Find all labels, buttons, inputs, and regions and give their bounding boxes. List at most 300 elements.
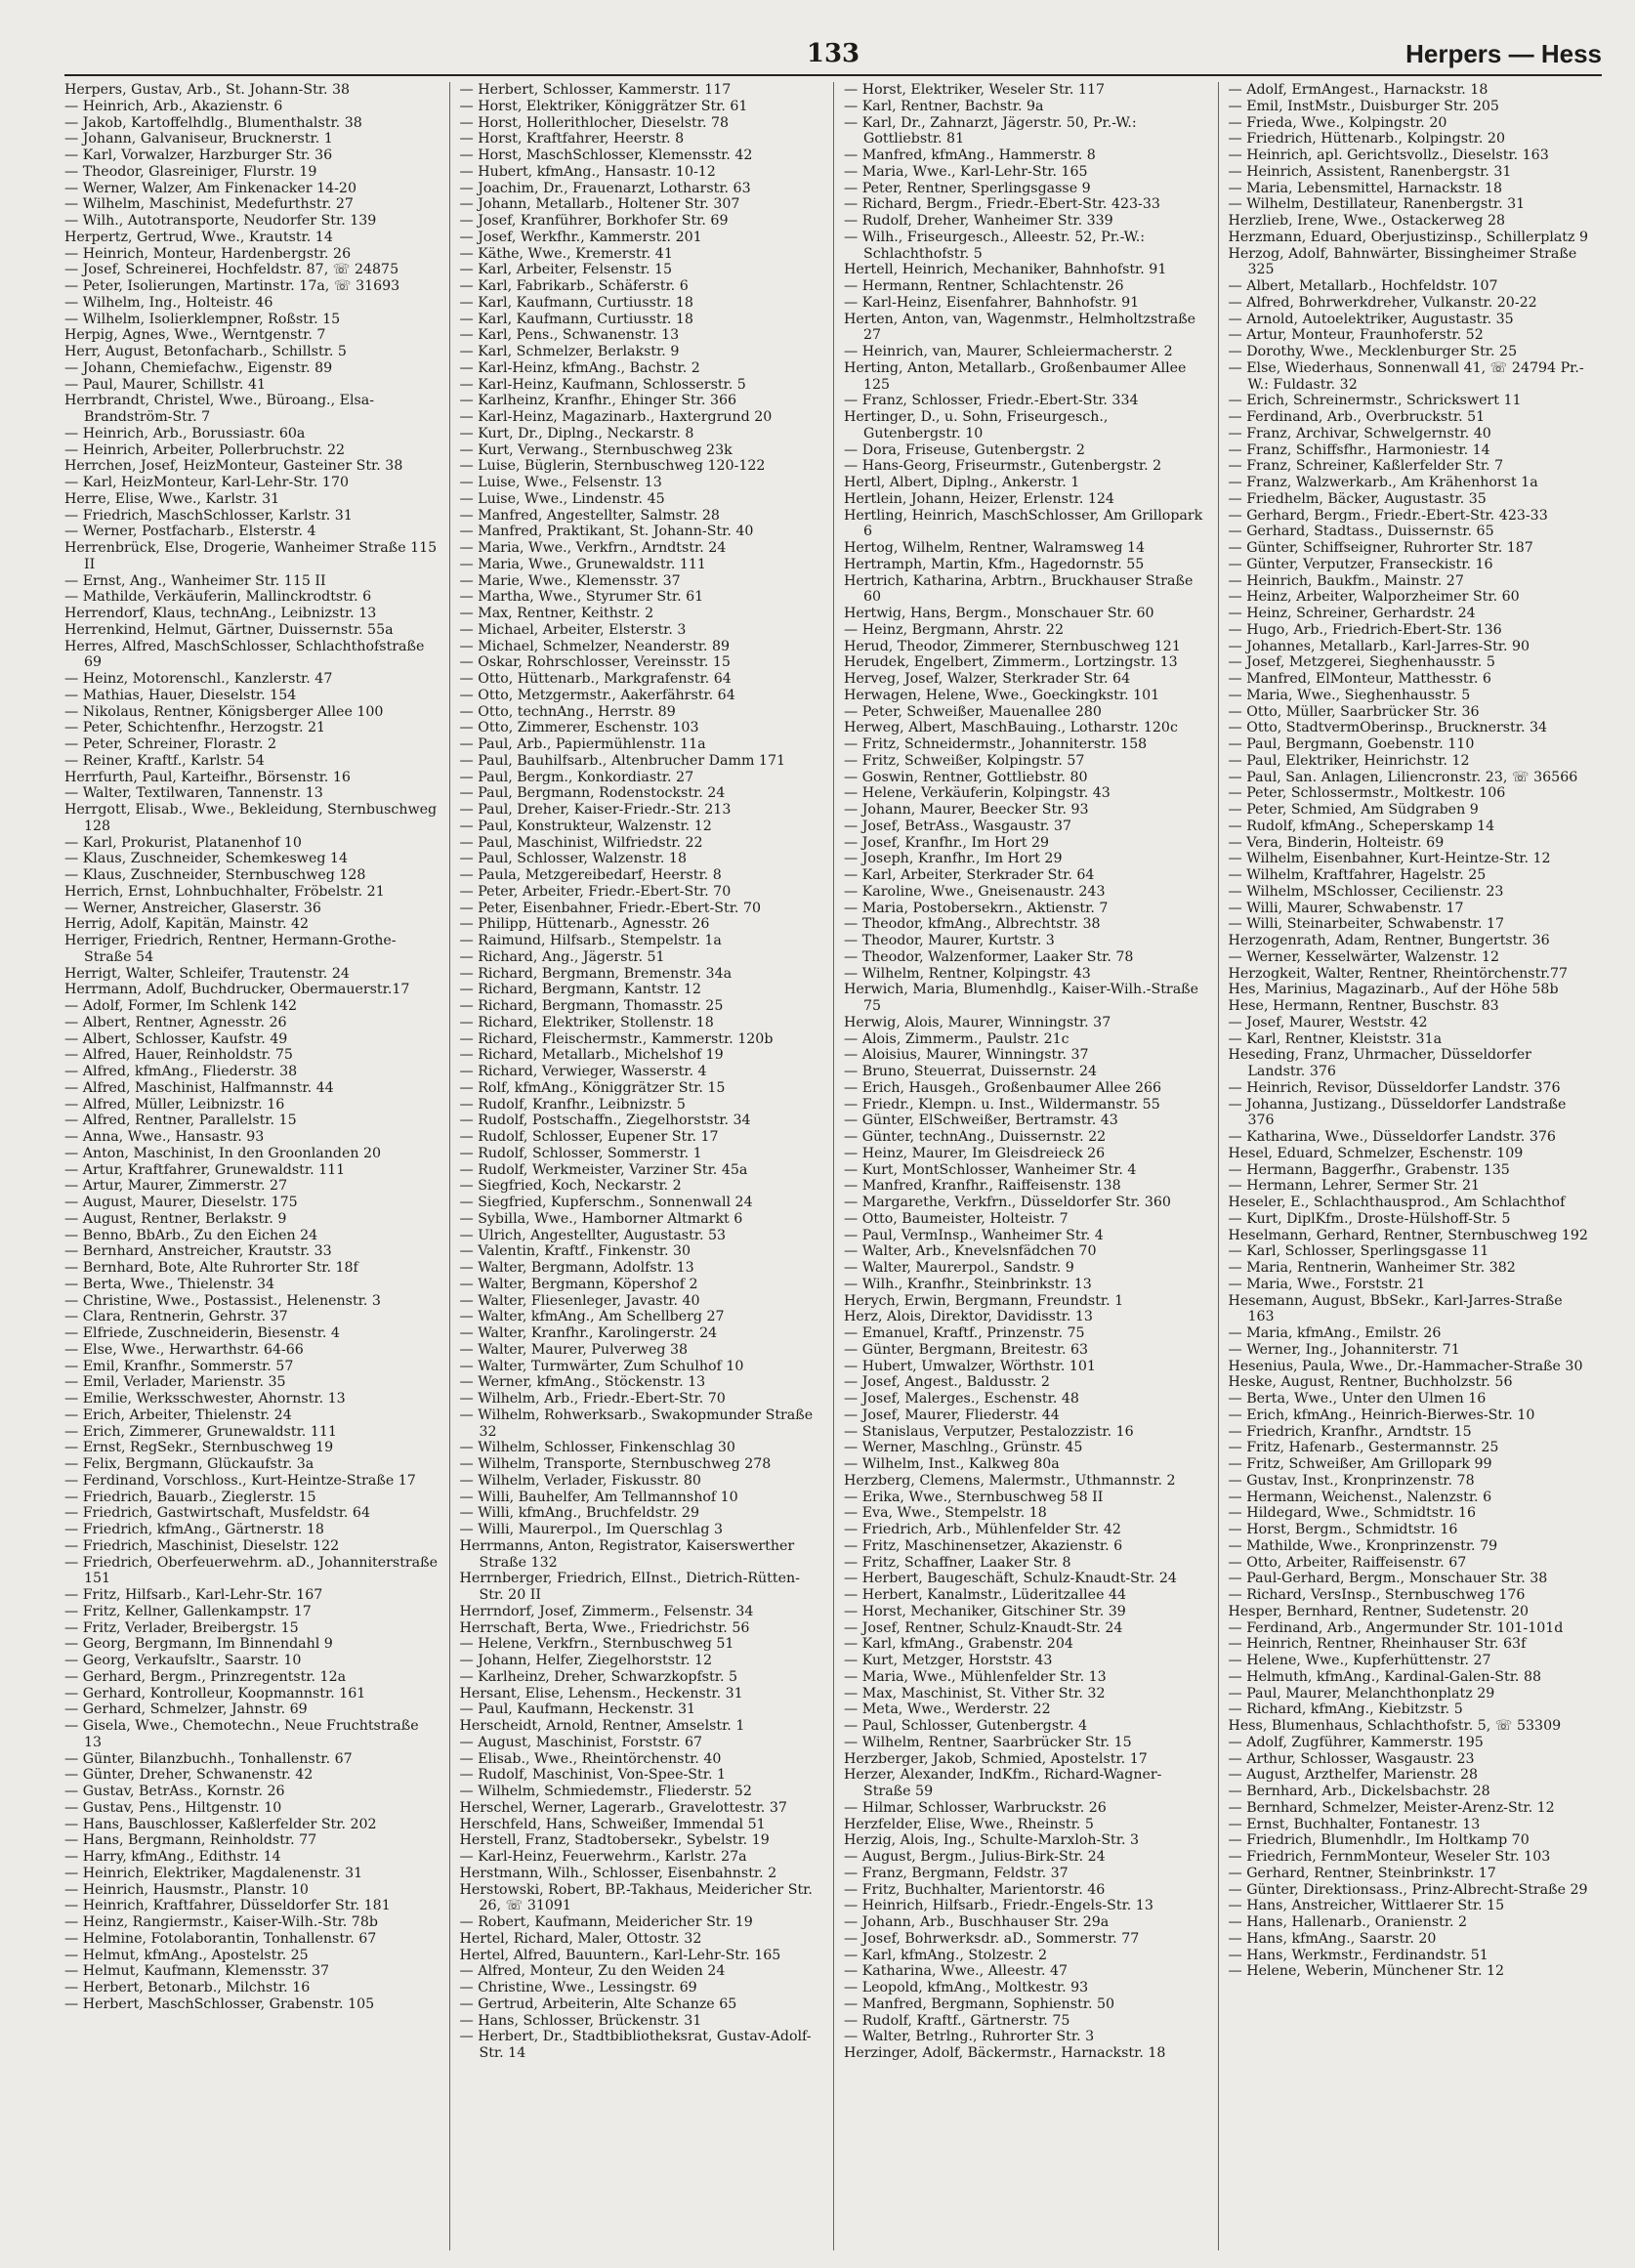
directory-entry: — Adolf, Zugführer, Kammerstr. 195 — [1228, 1734, 1484, 1750]
directory-entry: — Georg, Bergmann, Im Binnendahl 9 — [64, 1636, 333, 1653]
directory-entry: — Franz, Schiffsfhr., Harmoniestr. 14 — [1228, 441, 1490, 458]
directory-entry: — Berta, Wwe., Unter den Ulmen 16 — [1228, 1391, 1487, 1407]
directory-entry: — Otto, Arbeiter, Raiffeisenstr. 67 — [1228, 1554, 1467, 1571]
directory-entry: — Aloisius, Maurer, Winningstr. 37 — [844, 1047, 1089, 1064]
directory-entry: — Paul, VermInsp., Wanheimer Str. 4 — [844, 1227, 1104, 1243]
directory-entry: — Friedrich, Blumenhdlr., Im Holtkamp 70 — [1228, 1832, 1530, 1849]
directory-entry: — Heinz, Bergmann, Ahrstr. 22 — [844, 621, 1064, 638]
directory-entry: — Gerhard, Rentner, Steinbrinkstr. 17 — [1228, 1865, 1496, 1881]
directory-entry: Herzig, Alois, Ing., Schulte-Marxloh-Str. 3 — [844, 1832, 1140, 1849]
directory-entry: — Heinz, Maurer, Im Gleisdreieck 26 — [844, 1145, 1106, 1161]
directory-entry: — Wilhelm, Maschinist, Medefurthstr. 27 — [64, 196, 354, 213]
directory-entry: — Rudolf, Postschaffn., Ziegelhorststr. 34 — [459, 1113, 751, 1129]
directory-entry: — Josef, Metzgerei, Sieghenhausstr. 5 — [1228, 654, 1495, 671]
directory-entry: — Paul, Bergmann, Goebenstr. 110 — [1228, 736, 1475, 752]
directory-entry: — Hermann, Lehrer, Sermer Str. 21 — [1228, 1178, 1481, 1195]
directory-entry: — Max, Maschinist, St. Vither Str. 32 — [844, 1685, 1106, 1701]
directory-entry: — Christine, Wwe., Lessingstr. 69 — [459, 1980, 697, 1995]
directory-entry: — Josef, Kranfhr., Im Hort 29 — [844, 834, 1050, 851]
directory-entry: — Martha, Wwe., Styrumer Str. 61 — [459, 589, 704, 606]
directory-entry: Herwig, Alois, Maurer, Winningstr. 37 — [844, 1014, 1111, 1030]
directory-entry: — Friedrich, Maschinist, Dieselstr. 122 — [64, 1537, 340, 1554]
directory-entry: — Rudolf, Kraftf., Gärtnerstr. 75 — [844, 2012, 1070, 2029]
directory-entry: — Peter, Arbeiter, Friedr.-Ebert-Str. 70 — [459, 883, 732, 900]
directory-entry: — Adolf, ErmAngest., Harnackstr. 18 — [1228, 82, 1488, 98]
directory-entry: — Otto, Müller, Saarbrücker Str. 36 — [1228, 703, 1480, 720]
directory-entry: — Eva, Wwe., Stempelstr. 18 — [844, 1505, 1047, 1522]
directory-entry: — Richard, Bergmann, Bremenstr. 34a — [459, 965, 733, 982]
directory-entry: — Herbert, Kanalmstr., Lüderitzallee 44 — [844, 1587, 1127, 1603]
directory-entry: — Richard, Bergm., Friedr.-Ebert-Str. 423-33 — [844, 196, 1160, 213]
directory-entry: Herud, Theodor, Zimmerer, Sternbuschweg 121 — [844, 638, 1181, 654]
directory-entry: Hertell, Heinrich, Mechaniker, Bahnhofstr. 91 — [844, 262, 1167, 278]
directory-entry: — Walter, Textilwaren, Tannenstr. 13 — [64, 785, 323, 802]
directory-entry: — Heinrich, Revisor, Düsseldorfer Landstr. 376 — [1228, 1079, 1561, 1096]
directory-entry: — Michael, Arbeiter, Elsterstr. 3 — [459, 621, 687, 638]
directory-entry: — Heinrich, apl. Gerichtsvollz., Dieselstr. 163 — [1228, 147, 1549, 163]
directory-entry: Hertl, Albert, Diplng., Ankerstr. 1 — [844, 475, 1080, 490]
directory-entry: Hertramph, Martin, Kfm., Hagedornstr. 55 — [844, 556, 1145, 572]
directory-entry: — Hermann, Rentner, Schlachtenstr. 26 — [844, 278, 1124, 294]
directory-entry: — Robert, Kaufmann, Meidericher Str. 19 — [459, 1914, 753, 1930]
directory-entry: — Maria, Wwe., Karl-Lehr-Str. 165 — [844, 163, 1088, 180]
directory-entry: — Günter, Bilanzbuchh., Tonhallenstr. 67 — [64, 1750, 353, 1767]
directory-entry: Herrich, Ernst, Lohnbuchhalter, Fröbelstr. 21 — [64, 883, 385, 900]
directory-entry: — Johann, Chemiefachw., Eigenstr. 89 — [64, 359, 333, 376]
directory-entry: — Helmut, kfmAng., Apostelstr. 25 — [64, 1947, 309, 1963]
directory-entry: — Georg, Verkaufsltr., Saarstr. 10 — [64, 1653, 302, 1668]
directory-entry: — Hubert, kfmAng., Hansastr. 10-12 — [459, 163, 716, 180]
directory-entry: — Paul, Schlosser, Walzenstr. 18 — [459, 851, 687, 867]
directory-entry: — Ernst, Buchhalter, Fontanestr. 13 — [1228, 1816, 1481, 1832]
directory-entry: — Albert, Metallarb., Hochfeldstr. 107 — [1228, 278, 1498, 294]
directory-entry: Hertel, Alfred, Bauuntern., Karl-Lehr-Str. 165 — [459, 1947, 781, 1963]
directory-entry: — Helene, Verkfrn., Sternbuschweg 51 — [459, 1636, 734, 1653]
directory-entry: — Hans, Anstreicher, Wittlaerer Str. 15 — [1228, 1898, 1505, 1914]
directory-entry: — Alois, Zimmerm., Paulstr. 21c — [844, 1030, 1069, 1047]
column-4 — [1218, 82, 1603, 2250]
directory-entry: Hersant, Elise, Lehensm., Heckenstr. 31 — [459, 1685, 743, 1701]
directory-entry: — Karl, Rentner, Bachstr. 9a — [844, 98, 1044, 114]
directory-entry: — Heinrich, van, Maurer, Schleiermacherstr. 2 — [844, 344, 1173, 359]
directory-entry: — Werner, Anstreicher, Glaserstr. 36 — [64, 900, 321, 916]
directory-entry: Herrenbrück, Else, Drogerie, Wanheimer Straße 115 II — [64, 540, 438, 572]
directory-entry: — Paul, Maschinist, Wilfriedstr. 22 — [459, 834, 703, 851]
directory-entry: — Peter, Schreiner, Florastr. 2 — [64, 736, 277, 752]
directory-entry: — Otto, Baumeister, Holteistr. 7 — [844, 1210, 1069, 1227]
directory-entry: Herrmann, Adolf, Buchdrucker, Obermauerstr.17 — [64, 982, 410, 998]
directory-entry: — Richard, VersInsp., Sternbuschweg 176 — [1228, 1587, 1526, 1603]
directory-entry: — Johann, Galvaniseur, Brucknerstr. 1 — [64, 131, 333, 147]
directory-entry: — Fritz, Schaffner, Laaker Str. 8 — [844, 1554, 1071, 1571]
directory-entry: Herrgott, Elisab., Wwe., Bekleidung, Sternbuschweg 128 — [64, 802, 438, 834]
directory-entry: — Paul, Bergm., Konkordiastr. 27 — [459, 769, 694, 785]
directory-entry: — Otto, StadtvermOberinsp., Brucknerstr. 34 — [1228, 720, 1548, 736]
directory-entry: — Heinrich, Elektriker, Magdalenenstr. 31 — [64, 1865, 363, 1881]
directory-entry: — Rolf, kfmAng., Königgrätzer Str. 15 — [459, 1079, 726, 1096]
directory-entry: — Jakob, Kartoffelhdlg., Blumenthalstr. 38 — [64, 114, 362, 131]
directory-entry: — Manfred, kfmAng., Hammerstr. 8 — [844, 147, 1096, 163]
directory-entry: — Heinrich, Arb., Borussiastr. 60a — [64, 425, 306, 441]
directory-entry: — Theodor, Walzenformer, Laaker Str. 78 — [844, 948, 1134, 965]
directory-entry: — Fritz, Schweißer, Am Grillopark 99 — [1228, 1456, 1492, 1472]
directory-entry: — Wilhelm, Arb., Friedr.-Ebert-Str. 70 — [459, 1391, 726, 1407]
directory-entry: — Theodor, kfmAng., Albrechtstr. 38 — [844, 916, 1101, 933]
directory-entry: Herpig, Agnes, Wwe., Werntgenstr. 7 — [64, 327, 326, 344]
directory-entry: — Maria, Lebensmittel, Harnackstr. 18 — [1228, 180, 1503, 196]
directory-entry: — Paul, Arb., Papiermühlenstr. 11a — [459, 736, 706, 752]
directory-entry: — August, Rentner, Berlakstr. 9 — [64, 1210, 287, 1227]
directory-entry: — Karl-Heinz, Eisenfahrer, Bahnhofstr. 91 — [844, 294, 1140, 311]
directory-entry: — Helmuth, kfmAng., Kardinal-Galen-Str. 88 — [1228, 1668, 1542, 1685]
directory-entry: — Karl, Schlosser, Sperlingsgasse 11 — [1228, 1243, 1489, 1260]
directory-entry: — Gustav, BetrAss., Kornstr. 26 — [64, 1784, 285, 1799]
directory-entry: — Maria, kfmAng., Emilstr. 26 — [1228, 1325, 1442, 1341]
directory-entry: — Michael, Schmelzer, Neanderstr. 89 — [459, 638, 731, 654]
directory-entry: — Nikolaus, Rentner, Königsberger Allee 100 — [64, 703, 384, 720]
directory-entry: — Walter, Turmwärter, Zum Schulhof 10 — [459, 1358, 744, 1374]
directory-entry: Herrndorf, Josef, Zimmerm., Felsenstr. 34 — [459, 1603, 754, 1619]
directory-entry: — Alfred, kfmAng., Fliederstr. 38 — [64, 1064, 298, 1079]
directory-entry: — Mathias, Hauer, Dieselstr. 154 — [64, 687, 297, 703]
directory-entry: — Hans, Werkmstr., Ferdinandstr. 51 — [1228, 1947, 1488, 1963]
directory-entry: — Maria, Postobersekrn., Aktienstr. 7 — [844, 900, 1109, 916]
directory-entry: Herwich, Maria, Blumenhdlg., Kaiser-Wilh.-Straße 75 — [844, 982, 1199, 1014]
directory-entry: — Johann, Maurer, Beecker Str. 93 — [844, 802, 1089, 818]
directory-entry: — Kurt, Metzger, Horststr. 43 — [844, 1653, 1053, 1668]
directory-entry: Herstell, Franz, Stadtobersekr., Sybelstr. 19 — [459, 1832, 770, 1849]
directory-entry: — Walter, Arb., Knevelsnfädchen 70 — [844, 1243, 1097, 1260]
directory-entry: — Karl, Fabrikarb., Schäferstr. 6 — [459, 278, 689, 294]
directory-entry: — Friedr., Klempn. u. Inst., Wildermanstr. 55 — [844, 1096, 1160, 1113]
directory-entry: — Paul, Maurer, Melanchthonplatz 29 — [1228, 1685, 1495, 1701]
directory-entry: — Paul-Gerhard, Bergm., Monschauer Str. 38 — [1228, 1571, 1548, 1587]
directory-entry: — Adolf, Former, Im Schlenk 142 — [64, 998, 297, 1014]
directory-entry: — Oskar, Rohrschlosser, Vereinsstr. 15 — [459, 654, 731, 671]
directory-entry: — Gerhard, Bergm., Prinzregentstr. 12a — [64, 1668, 347, 1685]
directory-entry: — Kurt, Verwang., Sternbuschweg 23k — [459, 441, 733, 458]
directory-entry: — Horst, Mechaniker, Gitschiner Str. 39 — [844, 1603, 1126, 1619]
directory-entry: — Josef, Werkfhr., Kammerstr. 201 — [459, 229, 702, 245]
directory-entry: Herveg, Josef, Walzer, Sterkrader Str. 64 — [844, 671, 1131, 687]
directory-entry: — Klaus, Zuschneider, Schemkesweg 14 — [64, 851, 348, 867]
directory-entry: Herzmann, Eduard, Oberjustizinsp., Schillerplatz 9 — [1228, 229, 1589, 245]
directory-entry: — Paul, Dreher, Kaiser-Friedr.-Str. 213 — [459, 802, 732, 818]
directory-entry: — Hermann, Baggerfhr., Grabenstr. 135 — [1228, 1161, 1510, 1178]
directory-entry: — Vera, Binderin, Holteistr. 69 — [1228, 834, 1445, 851]
directory-entry: — Anna, Wwe., Hansastr. 93 — [64, 1129, 265, 1145]
directory-entry: Herrigt, Walter, Schleifer, Trautenstr. 24 — [64, 965, 350, 982]
directory-entry: — Richard, Bergmann, Thomasstr. 25 — [459, 998, 724, 1014]
directory-entry: Herrig, Adolf, Kapitän, Mainstr. 42 — [64, 916, 310, 933]
directory-entry: Hertrich, Katharina, Arbtrn., Bruckhauser Straße 60 — [844, 572, 1194, 606]
directory-entry: — Heinrich, Hilfsarb., Friedr.-Engels-Str. 13 — [844, 1898, 1153, 1914]
directory-entry: — Josef, Rentner, Schulz-Knaudt-Str. 24 — [844, 1619, 1123, 1636]
directory-entry: — Friedrich, Gastwirtschaft, Musfeldstr. 64 — [64, 1505, 370, 1522]
directory-entry: — Karl, Prokurist, Platanenhof 10 — [64, 834, 302, 851]
directory-entry: — Wilhelm, Rentner, Kolpingstr. 43 — [844, 965, 1091, 982]
column-2 — [449, 82, 834, 2250]
directory-entry: — Rudolf, Maschinist, Von-Spee-Str. 1 — [459, 1767, 726, 1784]
directory-entry: — Horst, MaschSchlosser, Klemensstr. 42 — [459, 147, 753, 163]
directory-entry: — Luise, Wwe., Lindenstr. 45 — [459, 490, 665, 507]
directory-entry: — Johann, Metallarb., Holtener Str. 307 — [459, 196, 740, 213]
directory-entry: — Helmine, Fotolaborantin, Tonhallenstr. 67 — [64, 1930, 377, 1947]
directory-entry: Herten, Anton, van, Wagenmstr., Helmholtzstraße 27 — [844, 311, 1196, 344]
directory-entry: — Peter, Schmied, Am Südgraben 9 — [1228, 802, 1479, 818]
directory-entry: — Karl-Heinz, kfmAng., Bachstr. 2 — [459, 359, 700, 376]
directory-entry: Herzberger, Jakob, Schmied, Apostelstr. 17 — [844, 1750, 1148, 1767]
directory-entry: — Else, Wwe., Herwarthstr. 64-66 — [64, 1341, 304, 1358]
directory-entry: — Heinrich, Arbeiter, Pollerbruchstr. 22 — [64, 441, 346, 458]
directory-entry: — Wilhelm, Schmiedemstr., Fliederstr. 52 — [459, 1784, 752, 1799]
directory-entry: — Johann, Arb., Buschhauser Str. 29a — [844, 1914, 1110, 1930]
directory-entry: — Helene, Verkäuferin, Kolpingstr. 43 — [844, 785, 1111, 802]
directory-entry: — Wilhelm, Destillateur, Ranenbergstr. 31 — [1228, 196, 1526, 213]
directory-entry: — Paula, Metzgereibedarf, Heerstr. 8 — [459, 867, 722, 883]
directory-entry: — Paul, Maurer, Schillstr. 41 — [64, 376, 266, 393]
column-1 — [64, 82, 449, 2250]
directory-entry: — Friedrich, Bauarb., Zieglerstr. 15 — [64, 1489, 316, 1505]
directory-entry: — Friedrich, Kranfhr., Arndtstr. 15 — [1228, 1423, 1472, 1440]
directory-entry: — Luise, Wwe., Felsenstr. 13 — [459, 475, 662, 490]
directory-entry: — Clara, Rentnerin, Gehrstr. 37 — [64, 1309, 288, 1325]
directory-entry: — Walter, Bergmann, Adolfstr. 13 — [459, 1260, 694, 1276]
directory-entry: — Katharina, Wwe., Alleestr. 47 — [844, 1963, 1069, 1980]
directory-entry: — Karl-Heinz, Kaufmann, Schlosserstr. 5 — [459, 376, 746, 393]
running-head: Herpers — Hess — [1405, 39, 1602, 68]
directory-entry: — Walter, Kranfhr., Karolingerstr. 24 — [459, 1325, 718, 1341]
directory-entry: — Mathilde, Verkäuferin, Mallinckrodtstr. 6 — [64, 589, 372, 606]
directory-entry: — Joachim, Dr., Frauenarzt, Lotharstr. 63 — [459, 180, 751, 196]
directory-entry: — Rudolf, Schlosser, Eupener Str. 17 — [459, 1129, 719, 1145]
directory-entry: — Albert, Schlosser, Kaufstr. 49 — [64, 1030, 288, 1047]
directory-entry: — Manfred, Angestellter, Salmstr. 28 — [459, 507, 720, 524]
directory-entry: — Benno, BbArb., Zu den Eichen 24 — [64, 1227, 318, 1243]
directory-entry: — Walter, Betrlng., Ruhrorter Str. 3 — [844, 2029, 1095, 2045]
directory-entry: — Richard, Bergmann, Kantstr. 12 — [459, 982, 701, 998]
directory-entry: — Katharina, Wwe., Düsseldorfer Landstr. 376 — [1228, 1129, 1556, 1145]
directory-entry: Herrmanns, Anton, Registrator, Kaiserswerther Straße 132 — [459, 1537, 795, 1571]
directory-entry: — Emilie, Werksschwester, Ahornstr. 13 — [64, 1391, 346, 1407]
directory-entry: — Max, Rentner, Keithstr. 2 — [459, 606, 654, 621]
directory-entry: — Franz, Bergmann, Feldstr. 37 — [844, 1865, 1069, 1881]
directory-entry: — Friedrich, MaschSchlosser, Karlstr. 31 — [64, 507, 353, 524]
directory-entry: — Willi, Maurerpol., Im Querschlag 3 — [459, 1522, 723, 1537]
directory-entry: — Fritz, Hilfsarb., Karl-Lehr-Str. 167 — [64, 1587, 323, 1603]
directory-entry: — Herbert, Baugeschäft, Schulz-Knaudt-Str. 24 — [844, 1571, 1177, 1587]
directory-entry: — Rudolf, kfmAng., Scheperskamp 14 — [1228, 818, 1495, 834]
directory-entry: — Karl, Dr., Zahnarzt, Jägerstr. 50, Pr.-W.: Gottliebstr. 81 — [844, 114, 1137, 147]
directory-entry: — Paul, Konstrukteur, Walzenstr. 12 — [459, 818, 712, 834]
directory-entry: — Helene, Weberin, Münchener Str. 12 — [1228, 1963, 1505, 1980]
directory-entry: — Fritz, Schweißer, Kolpingstr. 57 — [844, 752, 1085, 769]
directory-entry: — Horst, Elektriker, Weseler Str. 117 — [844, 82, 1106, 98]
directory-entry: — Paul, Kaufmann, Heckenstr. 31 — [459, 1701, 696, 1718]
directory-entry: — Karl, Arbeiter, Sterkrader Str. 64 — [844, 867, 1095, 883]
directory-entry: Herzfelder, Elise, Wwe., Rheinstr. 5 — [844, 1816, 1094, 1832]
directory-entry: — Walter, kfmAng., Am Schellberg 27 — [459, 1309, 725, 1325]
directory-entry: — Walter, Maurer, Pulverweg 38 — [459, 1341, 689, 1358]
directory-entry: Herweg, Albert, MaschBauing., Lotharstr. 120c — [844, 720, 1178, 736]
directory-entry: — Heinrich, Arb., Akazienstr. 6 — [64, 98, 283, 114]
directory-entry: Hesemann, August, BbSekr., Karl-Jarres-Straße 163 — [1228, 1292, 1563, 1325]
directory-entry: — Hugo, Arb., Friedrich-Ebert-Str. 136 — [1228, 621, 1502, 638]
directory-entry: — Wilhelm, Inst., Kalkweg 80a — [844, 1456, 1060, 1472]
directory-entry: — Theodor, Maurer, Kurtstr. 3 — [844, 933, 1055, 948]
directory-entry: — Johann, Helfer, Ziegelhorststr. 12 — [459, 1653, 713, 1668]
directory-entry: — Walter, Maurerpol., Sandstr. 9 — [844, 1260, 1074, 1276]
directory-entry: — Fritz, Schneidermstr., Johanniterstr. 158 — [844, 736, 1148, 752]
directory-entry: — Werner, Walzer, Am Finkenacker 14-20 — [64, 180, 356, 196]
directory-entry: — Raimund, Hilfsarb., Stempelstr. 1a — [459, 933, 722, 948]
directory-entry: Herzog, Adolf, Bahnwärter, Bissingheimer Straße 325 — [1228, 245, 1577, 278]
directory-entry: Herwagen, Helene, Wwe., Goeckingkstr. 101 — [844, 687, 1160, 703]
directory-entry: — Herbert, MaschSchlosser, Grabenstr. 105 — [64, 1995, 375, 2012]
directory-entry: — Willi, kfmAng., Bruchfeldstr. 29 — [459, 1505, 699, 1522]
directory-entry: — Erich, Schreinermstr., Schrickswert 11 — [1228, 393, 1522, 409]
directory-entry: — Christine, Wwe., Postassist., Helenenstr. 3 — [64, 1292, 381, 1309]
directory-entry: — Gustav, Pens., Hiltgenstr. 10 — [64, 1799, 282, 1816]
directory-entry: — Bruno, Steuerrat, Duissernstr. 24 — [844, 1064, 1098, 1079]
directory-entry: — Friedrich, Arb., Mühlenfelder Str. 42 — [844, 1522, 1121, 1537]
page-header — [64, 35, 1602, 70]
directory-entry: — Manfred, Kranfhr., Raiffeisenstr. 138 — [844, 1178, 1121, 1195]
directory-entry: — Bernhard, Arb., Dickelsbachstr. 28 — [1228, 1784, 1490, 1799]
directory-entry: — Willi, Steinarbeiter, Schwabenstr. 17 — [1228, 916, 1505, 933]
directory-entry: — Otto, Hüttenarb., Markgrafenstr. 64 — [459, 671, 732, 687]
directory-entry: — Siegfried, Koch, Neckarstr. 2 — [459, 1178, 682, 1195]
directory-entry: Hesper, Bernhard, Rentner, Sudetenstr. 20 — [1228, 1603, 1530, 1619]
directory-entry: — Otto, technAng., Herrstr. 89 — [459, 703, 676, 720]
directory-entry: — Johanna, Justizang., Düsseldorfer Landstraße 376 — [1228, 1096, 1567, 1129]
directory-entry: — Richard, Elektriker, Stollenstr. 18 — [459, 1014, 714, 1030]
directory-entry: — Wilhelm, Ing., Holteistr. 46 — [64, 294, 273, 311]
directory-entry: Herrfurth, Paul, Karteifhr., Börsenstr. 16 — [64, 769, 351, 785]
directory-entry: — Günter, Schiffseigner, Ruhrorter Str. 187 — [1228, 540, 1533, 556]
directory-entry: Herrbrandt, Christel, Wwe., Büroang., Elsa-Brandström-Str. 7 — [64, 393, 375, 425]
directory-entry: — Luise, Büglerin, Sternbuschweg 120-122 — [459, 458, 766, 475]
directory-entry: — Karl, HeizMonteur, Karl-Lehr-Str. 170 — [64, 475, 350, 490]
directory-entry: — August, Bergm., Julius-Birk-Str. 24 — [844, 1849, 1106, 1865]
column-3 — [833, 82, 1218, 2250]
directory-entry: — Hans, Bauschlosser, Kaßlerfelder Str. 202 — [64, 1816, 377, 1832]
directory-entry: — Josef, Malerges., Eschenstr. 48 — [844, 1391, 1079, 1407]
directory-entry: — Artur, Maurer, Zimmerstr. 27 — [64, 1178, 288, 1195]
directory-entry: — Horst, Kraftfahrer, Heerstr. 8 — [459, 131, 685, 147]
directory-entry: Heseler, E., Schlachthausprod., Am Schlachthof — [1228, 1195, 1566, 1210]
directory-entry: — Paul, San. Anlagen, Liliencronstr. 23, ☏ 36566 — [1228, 769, 1578, 785]
directory-entry: — Karl, kfmAng., Stolzestr. 2 — [844, 1947, 1048, 1963]
directory-entry: — Hans, kfmAng., Saarstr. 20 — [1228, 1930, 1437, 1947]
directory-entry: — Berta, Wwe., Thielenstr. 34 — [64, 1276, 275, 1292]
directory-entry: — Bernhard, Bote, Alte Ruhrorter Str. 18f — [64, 1260, 358, 1276]
directory-entry: — Friedrich, Hüttenarb., Kolpingstr. 20 — [1228, 131, 1505, 147]
directory-entry: Herrenkind, Helmut, Gärtner, Duissernstr. 55a — [64, 621, 394, 638]
directory-entry: Heselmann, Gerhard, Rentner, Sternbuschweg 192 — [1228, 1227, 1588, 1243]
directory-entry: — Manfred, Bergmann, Sophienstr. 50 — [844, 1995, 1115, 2012]
directory-entry: Herrnberger, Friedrich, ElInst., Dietrich-Rütten-Str. 20 II — [459, 1571, 800, 1603]
directory-entry: Heske, August, Rentner, Buchholzstr. 56 — [1228, 1374, 1513, 1391]
directory-entry: — Maria, Rentnerin, Wanheimer Str. 382 — [1228, 1260, 1516, 1276]
directory-entry: — Erika, Wwe., Sternbuschweg 58 II — [844, 1489, 1104, 1505]
directory-entry: Herrschaft, Berta, Wwe., Friedrichstr. 56 — [459, 1619, 750, 1636]
directory-entry: — Herbert, Dr., Stadtbibliotheksrat, Gustav-Adolf-Str. 14 — [459, 2029, 812, 2061]
directory-entry: — Herbert, Schlosser, Kammerstr. 117 — [459, 82, 732, 98]
directory-entry: — Emil, InstMstr., Duisburger Str. 205 — [1228, 98, 1499, 114]
directory-entry: Hertog, Wilhelm, Rentner, Walramsweg 14 — [844, 540, 1146, 556]
directory-entry: — Walter, Bergmann, Köpershof 2 — [459, 1276, 698, 1292]
directory-entry: — Kurt, DiplKfm., Droste-Hülshoff-Str. 5 — [1228, 1210, 1511, 1227]
directory-entry: — Hildegard, Wwe., Schmidtstr. 16 — [1228, 1505, 1477, 1522]
directory-entry: Herre, Elise, Wwe., Karlstr. 31 — [64, 490, 280, 507]
directory-entry: — Ferdinand, Arb., Overbruckstr. 51 — [1228, 409, 1486, 425]
directory-entry: — Albert, Rentner, Agnesstr. 26 — [64, 1014, 287, 1030]
directory-entry: — Josef, Bohrwerksdr. aD., Sommerstr. 77 — [844, 1930, 1140, 1947]
directory-entry: — Wilhelm, Rohwerksarb., Swakopmunder Straße 32 — [459, 1407, 814, 1440]
directory-entry: — Wilhelm, MSchlosser, Cecilienstr. 23 — [1228, 883, 1504, 900]
directory-entry: — Ferdinand, Arb., Angermunder Str. 101-101d — [1228, 1619, 1564, 1636]
directory-entry: — Walter, Fliesenleger, Javastr. 40 — [459, 1292, 700, 1309]
directory-entry: Herzberg, Clemens, Malermstr., Uthmannstr. 2 — [844, 1472, 1176, 1489]
directory-entry: — Stanislaus, Verputzer, Pestalozzistr. 16 — [844, 1423, 1134, 1440]
directory-entry: — Karl-Heinz, Feuerwehrm., Karlstr. 27a — [459, 1849, 747, 1865]
directory-entry: — Horst, Elektriker, Königgrätzer Str. 61 — [459, 98, 748, 114]
directory-entry: — Franz, Walzwerkarb., Am Krähenhorst 1a — [1228, 475, 1538, 490]
directory-entry: — Siegfried, Kupferschm., Sonnenwall 24 — [459, 1195, 753, 1210]
directory-entry: Herzer, Alexander, IndKfm., Richard-Wagner-Straße 59 — [844, 1767, 1162, 1799]
directory-entry: — Maria, Wwe., Verkfrn., Arndtstr. 24 — [459, 540, 727, 556]
directory-entry: — Karoline, Wwe., Gneisenaustr. 243 — [844, 883, 1106, 900]
directory-entry: Hess, Blumenhaus, Schlachthofstr. 5, ☏ 53309 — [1228, 1718, 1562, 1734]
directory-entry: — Marie, Wwe., Klemensstr. 37 — [459, 572, 681, 589]
directory-entry: — Emil, Kranfhr., Sommerstr. 57 — [64, 1358, 294, 1374]
directory-entry: — Hans, Hallenarb., Oranienstr. 2 — [1228, 1914, 1468, 1930]
directory-entry: — Werner, Kesselwärter, Walzenstr. 12 — [1228, 948, 1500, 965]
directory-entry: — Hilmar, Schlosser, Warbruckstr. 26 — [844, 1799, 1107, 1816]
directory-entry: — Meta, Wwe., Werderstr. 22 — [844, 1701, 1051, 1718]
directory-entry: Heseding, Franz, Uhrmacher, Düsseldorfer Landstr. 376 — [1228, 1047, 1531, 1079]
directory-entry: Hertel, Richard, Maler, Ottostr. 32 — [459, 1930, 702, 1947]
directory-entry: — Heinrich, Assistent, Ranenbergstr. 31 — [1228, 163, 1512, 180]
directory-entry: — Paul, Bauhilfsarb., Altenbrucher Damm 171 — [459, 752, 785, 769]
directory-entry: — Bernhard, Schmelzer, Meister-Arenz-Str. 12 — [1228, 1799, 1555, 1816]
directory-entry: — Friedrich, kfmAng., Gärtnerstr. 18 — [64, 1522, 324, 1537]
directory-entry: — Emil, Verlader, Marienstr. 35 — [64, 1374, 286, 1391]
directory-entry: — Josef, BetrAss., Wasgaustr. 37 — [844, 818, 1072, 834]
directory-entry: — Kurt, Dr., Diplng., Neckarstr. 8 — [459, 425, 694, 441]
directory-entry: — Karl, Schmelzer, Berlakstr. 9 — [459, 344, 680, 359]
directory-entry: — Helmut, Kaufmann, Klemensstr. 37 — [64, 1963, 330, 1980]
directory-entry: — Elfriede, Zuschneiderin, Biesenstr. 4 — [64, 1325, 340, 1341]
directory-columns — [64, 82, 1602, 2250]
directory-entry: Hesenius, Paula, Wwe., Dr.-Hammacher-Straße 30 — [1228, 1358, 1583, 1374]
directory-entry: — Josef, Schreinerei, Hochfeldstr. 87, ☏ 24875 — [64, 262, 399, 278]
directory-entry: — Heinz, Arbeiter, Walporzheimer Str. 60 — [1228, 589, 1520, 606]
directory-entry: Herzogenrath, Adam, Rentner, Bungertstr. 36 — [1228, 933, 1550, 948]
directory-entry: — Arnold, Autoelektriker, Augustastr. 35 — [1228, 311, 1514, 327]
directory-entry: — Mathilde, Wwe., Kronprinzenstr. 79 — [1228, 1537, 1498, 1554]
directory-entry: — Josef, Maurer, Weststr. 42 — [1228, 1014, 1428, 1030]
directory-entry: — Friedhelm, Bäcker, Augustastr. 35 — [1228, 490, 1487, 507]
directory-entry: Herstowski, Robert, BP.-Takhaus, Meidericher Str. 26, ☏ 31091 — [459, 1881, 813, 1914]
directory-entry: Herriger, Friedrich, Rentner, Hermann-Grothe-Straße 54 — [64, 933, 397, 965]
directory-entry: — Wilhelm, Transporte, Sternbuschweg 278 — [459, 1456, 772, 1472]
directory-entry: — Horst, Bergm., Schmidtstr. 16 — [1228, 1522, 1458, 1537]
directory-entry: — Wilhelm, Isolierklempner, Roßstr. 15 — [64, 311, 341, 327]
directory-entry: — Joseph, Kranfhr., Im Hort 29 — [844, 851, 1063, 867]
directory-entry: — Werner, Maschlng., Grünstr. 45 — [844, 1440, 1083, 1456]
